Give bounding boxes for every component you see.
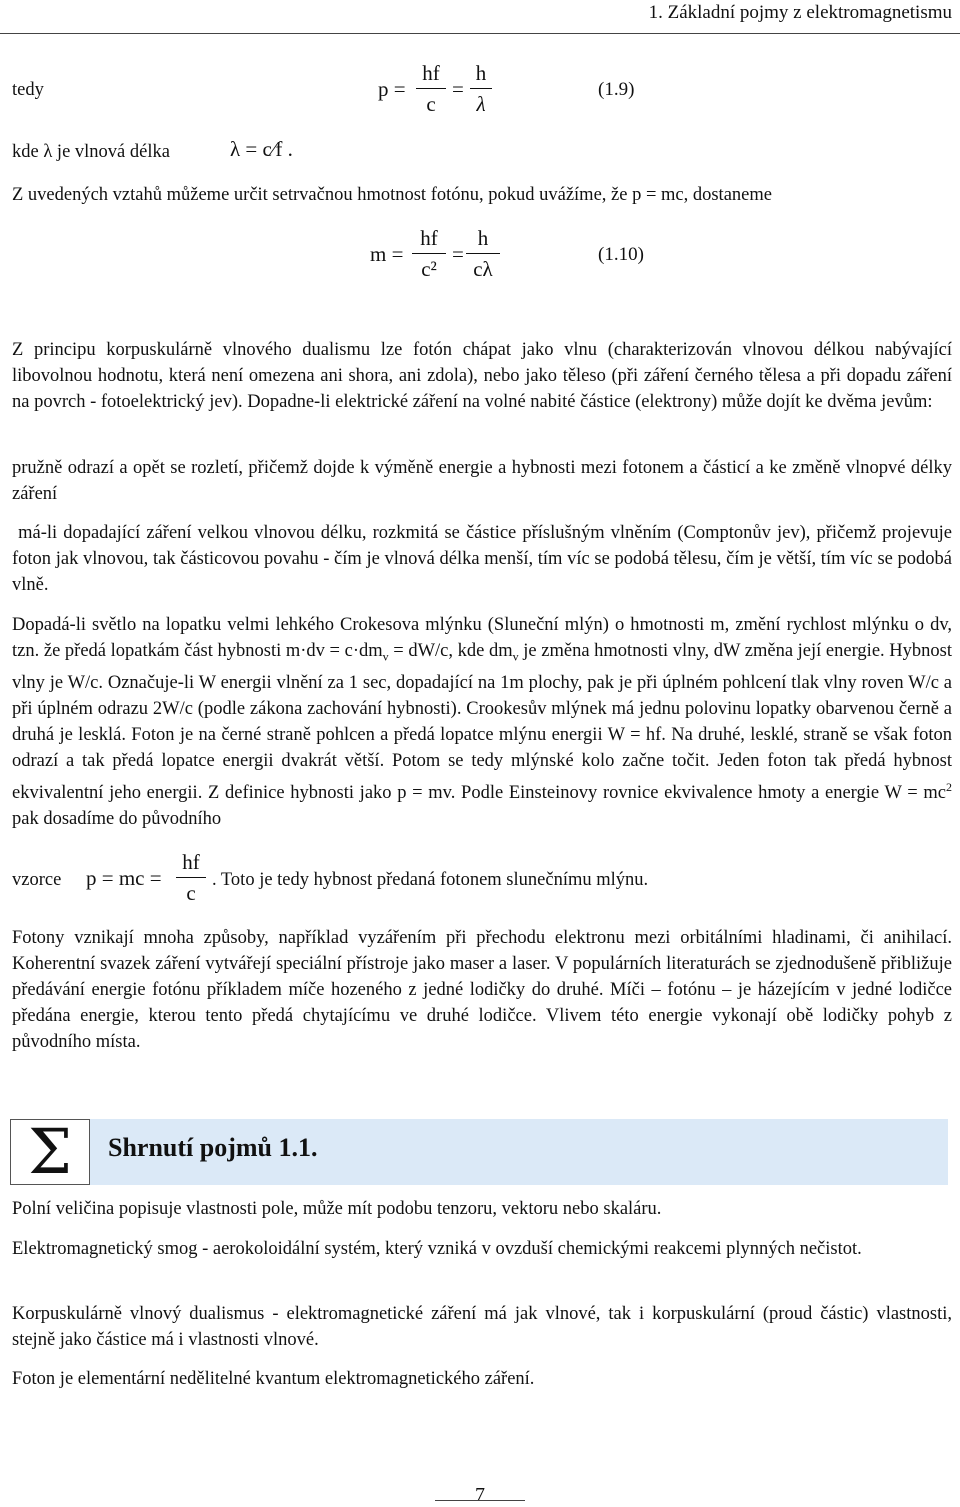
crookes-mill-paragraph [12,612,952,832]
vzorce-fraction [176,850,206,905]
eq-1-10-lhs: m = [370,242,404,266]
subscript-v: v [512,649,519,664]
fraction-numerator: hf [420,226,438,250]
summary-item-em-smog: Elektromagnetický smog - aerokoloidální systém, který vzniká v ovzduší chemickými reakcemi plynných nečistot. [12,1239,862,1259]
vzorce-lhs: p = mc = [86,866,162,890]
eq-1-10-label: (1.10) [598,244,644,265]
eq-1-9-label: (1.9) [598,79,635,100]
footer-rule [435,1500,525,1501]
fraction-denominator: λ [476,92,486,116]
mill-text-d: pak dosadíme do původního [12,808,222,829]
line-before-eq-1-10: Z uvedených vztahů můžeme určit setrvačnou hmotnost fotónu, pokud uvážíme, že p = mc, dostaneme [12,185,772,205]
vzorce-tail: . Toto je tedy hybnost předaná fotonem slunečnímu mlýnu. [212,870,649,890]
fraction-bar [416,88,446,89]
fraction-bar [412,253,446,254]
subscript-v: v [382,649,389,664]
mill-text-c: je změna hmotnosti vlny, dW změna její energie. Hybnost vlny je W/c. Označuje-li W energii vlnění za 1 sec, dopadající na 1m plochy, pak je při úplném pohlcení tlak vlny roven W/c a při úplném odrazu 2W/c (podle zákona zachování hybnosti). Crookesův mlýnek má jednu polovinu lopatky obarvenou černě a druhá je lesklá. Foton je na černé straně pohlcen a předá lopatce mlýnu energii W = hf. Na druhé, lesklé, straně se však foton odrazí a tak předá lopatce energii dvakrát větší. Potom se tedy mlýnské kolo začne točit. Jeden foton tak předá hybnost ekvivalentní jeho energii. Z definice hybnosti jako p = mv. Podle Einsteinovy rovnice ekvivalence hmoty a energie W = mc [12,641,952,803]
fraction-denominator: c² [421,257,437,281]
eq-1-9-lhs: p = [378,77,406,101]
superscript-2: 2 [946,779,952,794]
eq-1-10-fraction-1 [412,226,446,281]
vzorce-lead: vzorce [12,870,62,890]
compton-paragraph: má-li dopadající záření velkou vlnovou délku, rozkmitá se částice příslušným vlněním (Comptonův jev), přičemž projevuje foton jak vlnovou, tak částicovou povahu - čím je vlnová délka menší, tím víc se podobá tělesu, čím je větší, tím víc se podobá vlně. [12,523,957,595]
fraction-bar [176,877,206,878]
fraction-numerator: h [475,61,487,85]
eq-1-9-lead: tedy [12,80,44,100]
header-rule [0,33,960,34]
eq-1-9-fraction-2 [470,61,492,116]
mill-text-a: Dopadá-li světlo na lopatku velmi lehkého Crokesova mlýnku (Sluneční mlýn) o hmotnosti m, změní rychlost mlýnku o dv, tzn. že předá lopatkám část hybnosti [12,615,952,661]
lambda-definition-text: kde λ je vlnová délka [12,142,170,162]
eq-1-10-equals: = [452,242,464,266]
page-number: 7 [475,1484,485,1506]
eq-1-10-fraction-2 [466,226,500,281]
dualism-paragraph: Z principu korpuskulárně vlnového dualismu lze fotón chápat jako vlnu (charakterizován vlnovou délkou nabývající libovolnou hodnotu, která není omezena ani shora, ani zdola), nebo jako těleso (při záření černého tělesa a při dopadu záření na povrch - fotoelektrický jev). Dopadne-li elektrické záření na volné nabité částice (elektrony) může dojít ke dvěma jevům: [12,340,952,412]
chapter-header: 1. Základní pojmy z elektromagnetismu [648,2,952,23]
sigma-icon: Σ [28,1115,72,1188]
fraction-numerator: hf [422,61,440,85]
eq-1-9-fraction-1 [416,61,446,116]
elastic-scatter-paragraph: pružně odrazí a opět se rozletí, přičemž dojde k výměně energie a hybnosti mezi fotonem a částicí a ke změně vlnopvé délky záření [12,458,952,504]
mill-text-b: = dW/c, kde dm [388,641,513,661]
photon-sources-paragraph: Fotony vznikají mnoha způsoby, například vyzářením při přechodu elektronu mezi orbitálními hladinami, či anihilací. Koherentní svazek záření vytvářejí speciální přístroje jako maser a laser. V populárních literaturách se zjednodušeně přibližuje předávání energie fotónu příkladem míče hozeného z jedné lodičky do druhé. Míči – fotónu – je házejícím v jedné lodičce předána energie, kterou tento předá chytajícímu ve druhé lodičce. Vlivem této energie vykonají obě lodičky pohyb z původního místa. [12,928,952,1052]
fraction-bar [470,88,492,89]
fraction-denominator: cλ [473,257,493,281]
fraction-denominator: c [426,92,436,116]
eq-1-9-equals: = [452,77,464,101]
fraction-numerator: h [477,226,489,250]
summary-item-dualism: Korpuskulárně vlnový dualismus - elektromagnetické záření má jak vlnové, tak i korpuskulární (proud částic) vlastnosti, stejně jako částice má i vlastnosti vlnové. [12,1304,952,1350]
momentum-formula: m·dv = c·dm [285,641,383,661]
fraction-numerator: hf [182,850,200,874]
fraction-denominator: c [186,881,196,905]
summary-item-field-quantity: Polní veličina popisuje vlastnosti pole, může mít podobu tenzoru, vektoru nebo skaláru. [12,1199,662,1219]
fraction-bar [466,253,500,254]
lambda-definition-formula: λ = c⁄f . [230,137,293,161]
summary-title: Shrnutí pojmů 1.1. [108,1133,318,1162]
summary-item-photon: Foton je elementární nedělitelné kvantum elektromagnetického záření. [12,1369,535,1389]
